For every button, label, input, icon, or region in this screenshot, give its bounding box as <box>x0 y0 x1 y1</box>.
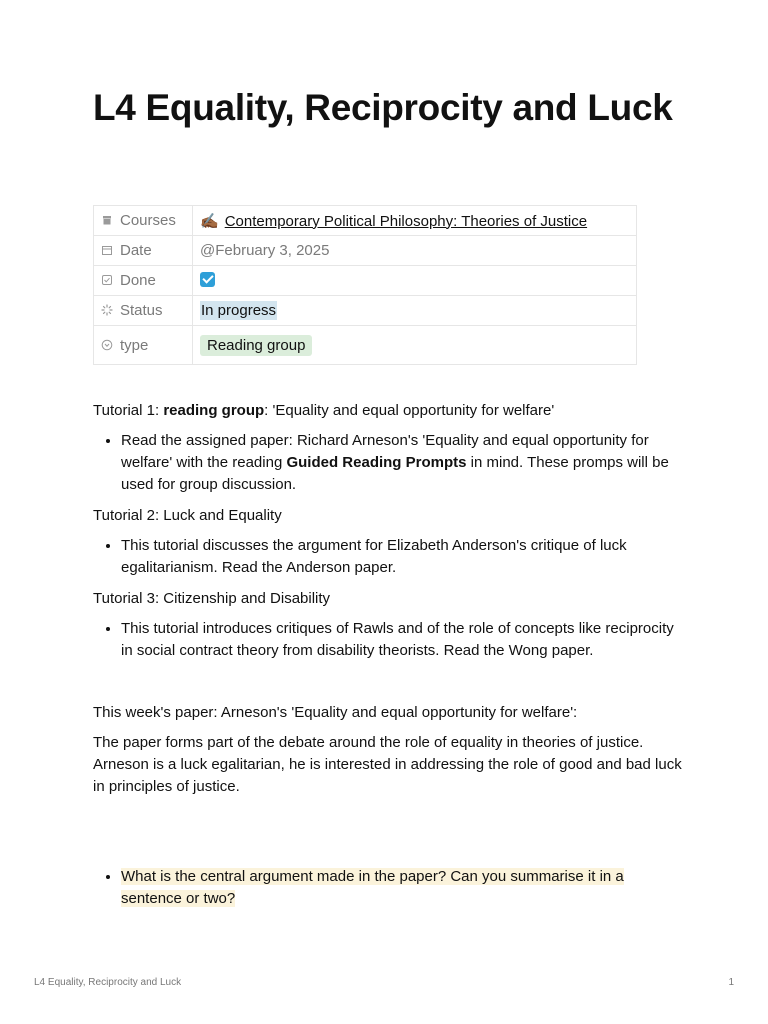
checkbox-property-icon <box>101 274 113 286</box>
archive-icon <box>101 214 113 226</box>
property-row-courses <box>94 206 637 236</box>
highlighted-question: What is the central argument made in the paper? Can you summarise it in a sentence or two? <box>121 868 624 907</box>
property-value-date[interactable] <box>193 236 637 266</box>
property-key-courses: Courses <box>94 206 193 236</box>
type-tag: Reading group <box>200 335 312 356</box>
tutorial-2-heading: Tutorial 2: Luck and Equality <box>93 507 282 524</box>
calendar-icon <box>101 244 113 256</box>
property-value-status[interactable] <box>193 296 637 326</box>
tutorial-1-list <box>93 430 683 496</box>
status-spinner-icon <box>101 304 113 316</box>
tutorial-3-heading: Tutorial 3: Citizenship and Disability <box>93 590 331 607</box>
property-value-type[interactable] <box>193 326 637 365</box>
list-item: • This tutorial discusses the argument for Elizabeth Anderson's critique of luck egalitarianism. Read the Anderson paper. <box>121 535 683 579</box>
property-value-courses <box>193 206 637 236</box>
property-value-done <box>193 266 637 296</box>
course-link[interactable]: Contemporary Political Philosophy: Theories of Justice <box>224 212 588 230</box>
select-chevron-icon <box>101 339 113 351</box>
property-key-type: type <box>94 326 193 365</box>
week-paper-heading: This week's paper: Arneson's 'Equality and equal opportunity for welfare': <box>93 704 578 721</box>
page-title: L4 Equality, Reciprocity and Luck <box>93 87 673 128</box>
tutorial-3-list <box>93 618 683 662</box>
property-row-type <box>94 326 637 365</box>
tutorial-2-list <box>93 535 683 579</box>
question-list <box>93 866 683 910</box>
properties-table <box>93 205 637 365</box>
property-row-status <box>94 296 637 326</box>
list-item: • This tutorial introduces critiques of Rawls and of the role of concepts like reciprocity in social contract theory from disability theorists. Read the Wong paper. <box>121 618 683 662</box>
writing-hand-icon: ✍🏾 <box>200 212 219 230</box>
property-key-date: Date <box>94 236 193 266</box>
status-badge: In progress <box>201 302 277 319</box>
list-item: • Read the assigned paper: Richard Arneson's 'Equality and equal opportunity for welfare' with the reading Guided Reading Prompts in mind. These promps will be used for group discussion. <box>121 430 683 496</box>
done-checkbox[interactable] <box>200 272 215 287</box>
property-key-done: Done <box>94 266 193 296</box>
list-item <box>121 866 683 910</box>
date-value: @February 3, 2025 <box>200 242 330 259</box>
property-row-date <box>94 236 637 266</box>
tutorial-1-heading: Tutorial 1: reading group: 'Equality and equal opportunity for welfare' <box>93 402 555 419</box>
page-content <box>93 400 683 910</box>
property-key-status: Status <box>94 296 193 326</box>
page-number: 1 <box>728 977 734 988</box>
paper-description: The paper forms part of the debate around the role of equality in theories of justice. Arneson is a luck egalitarian, he is interested in addressing the role of good and bad luck in principles of justice. <box>93 734 682 795</box>
property-row-done <box>94 266 637 296</box>
page-footer-title: L4 Equality, Reciprocity and Luck <box>34 977 182 988</box>
